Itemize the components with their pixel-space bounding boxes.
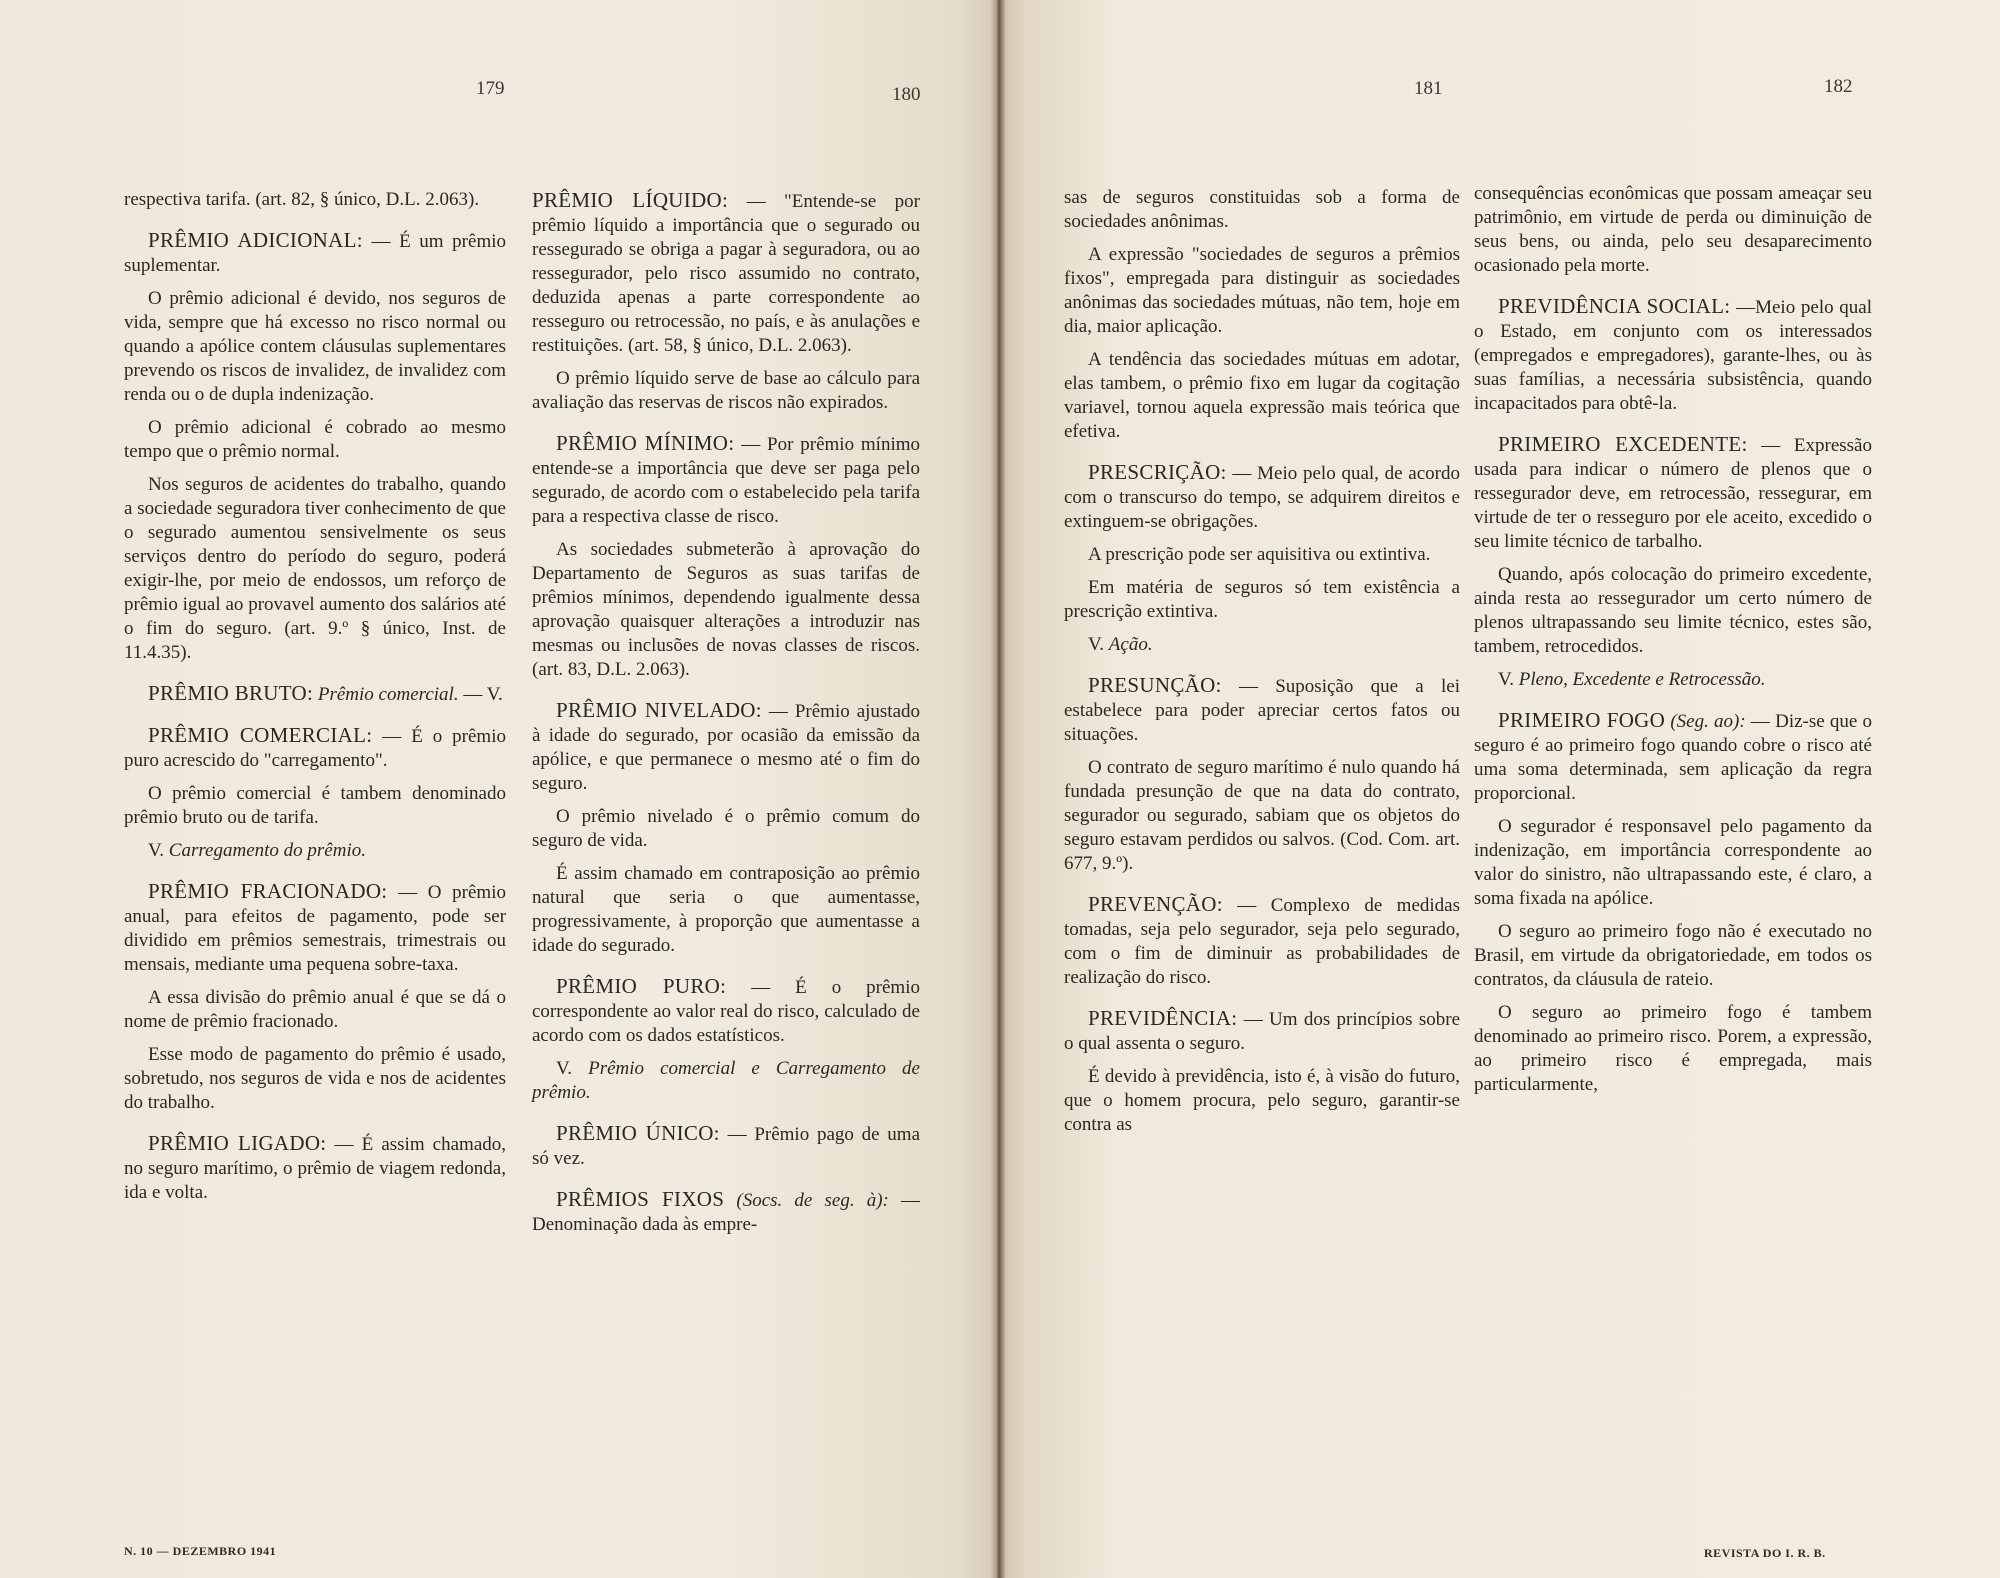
body-paragraph: É assim chamado em contraposição ao prêmio natural que seria o que aumentasse, progressivamente, à proporção que aumentasse a idade do segurado.	[532, 863, 920, 956]
see-label: V.	[1088, 634, 1105, 655]
entry-definition: — Denominação dada às empre-	[532, 1190, 921, 1235]
body-paragraph: O seguro ao primeiro fogo é tambem denominado ao primeiro risco. Porem, a expressão, ao primeiro risco é empregada, mais particularmente,	[1474, 1002, 1872, 1095]
footer-journal: REVISTA DO I. R. B.	[1704, 1546, 1826, 1560]
entry-definition: — Complexo de medidas tomadas, seja pelo segurador, seja pelo segurado, com o fim de diminuir as probabilidades de realização do risco.	[1064, 895, 1461, 988]
entry-definition: — Por prêmio mínimo entende-se a importância que deve ser paga pelo segurado, de acordo com o estabelecido pela tarifa para a respectiva classe de risco.	[532, 434, 921, 527]
entry-term: PREVIDÊNCIA:	[1088, 1006, 1238, 1030]
see-target: Carregamento do prêmio.	[168, 840, 366, 861]
glossary-entry	[1474, 432, 1872, 554]
entry-term: PRÊMIO BRUTO:	[148, 681, 314, 705]
body-paragraph: O prêmio comercial é tambem denominado prêmio bruto ou de tarifa.	[124, 783, 506, 828]
see-target: Ação.	[1108, 634, 1153, 655]
entry-term: PRÊMIO MÍNIMO:	[556, 431, 735, 455]
body-paragraph: A tendência das sociedades mútuas em adotar, elas tambem, o prêmio fixo em lugar da cogitação variavel, tornou aquela expressão mais teórica que efetiva.	[1064, 349, 1460, 442]
text-column-page-180	[532, 188, 920, 1246]
entry-definition: —Meio pelo qual o Estado, em conjunto com os interessados (empregados e empregadores), garante-lhes, ou às suas famílias, a necessária subsistência, quando incapacitados para obtê-la.	[1474, 297, 1872, 414]
entry-definition: — É um prêmio suplementar.	[124, 231, 506, 276]
entry-term-qualifier: (Seg. ao):	[1670, 711, 1746, 732]
body-paragraph: consequências econômicas que possam ameaçar seu patrimônio, em virtude de perda ou diminuição de seus bens, ou ainda, pelo seu desaparecimento ocasionado pela morte.	[1474, 183, 1872, 276]
entry-definition: — V.	[463, 684, 503, 705]
glossary-entry	[1064, 892, 1460, 990]
body-paragraph: Nos seguros de acidentes do trabalho, quando a sociedade seguradora tiver conhecimento de que o segurado aumentou sensivelmente os seus serviços dentro do período do seguro, poderá exigir-lhe, por meio de endossos, um reforço de prêmio igual ao provavel aumento dos salários até o fim do seguro. (art. 9.º § único, Inst. de 11.4.35).	[124, 474, 506, 663]
page-number-179: 179	[476, 78, 505, 99]
entry-term: PRÊMIO PURO:	[556, 974, 727, 998]
glossary-entry	[1064, 460, 1460, 534]
cross-reference	[1474, 668, 1872, 692]
book-gutter	[990, 0, 1006, 1578]
see-target: Prêmio comercial e Carregamento de prêmio.	[532, 1058, 920, 1103]
text-column-page-181	[1064, 186, 1460, 1146]
entry-term: PRESUNÇÃO:	[1088, 673, 1222, 697]
entry-term: PRÊMIO COMERCIAL:	[148, 723, 373, 747]
entry-term: PREVENÇÃO:	[1088, 892, 1223, 916]
entry-term: PRÊMIO ÚNICO:	[556, 1121, 720, 1145]
entry-definition: — O prêmio anual, para efeitos de pagamento, pode ser dividido em prêmios semestrais, trimestrais ou mensais, mediante uma pequena sobre-taxa.	[124, 882, 506, 975]
see-target: Pleno, Excedente e Retrocessão.	[1518, 669, 1766, 690]
page-number-182: 182	[1824, 76, 1853, 97]
entry-term: PREVIDÊNCIA SOCIAL:	[1498, 294, 1731, 318]
cross-reference	[1064, 633, 1460, 657]
entry-term: PRÊMIOS FIXOS	[556, 1187, 725, 1211]
body-paragraph: Esse modo de pagamento do prêmio é usado, sobretudo, nos seguros de vida e nos de acidentes do trabalho.	[124, 1044, 506, 1113]
see-label: V.	[556, 1058, 573, 1079]
entry-term: PRÊMIO FRACIONADO:	[148, 879, 388, 903]
body-paragraph: respectiva tarifa. (art. 82, § único, D.L. 2.063).	[124, 189, 480, 210]
entry-term: PRESCRIÇÃO:	[1088, 460, 1227, 484]
glossary-entry	[124, 228, 506, 278]
entry-definition: — Diz-se que o seguro é ao primeiro fogo quando cobre o risco até uma soma determinada, sem aplicação da regra proporcional.	[1474, 711, 1873, 804]
entry-definition: — Expressão usada para indicar o número de plenos que o ressegurador deve, em retrocessão, ressegurar, em virtude de ter o resseguro por ele aceito, excedido o seu limite técnico de tarbalho.	[1474, 435, 1872, 552]
body-paragraph: O seguro ao primeiro fogo não é executado no Brasil, em virtude da obrigatoriedade, em todos os contratos, da cláusula de rateio.	[1474, 921, 1872, 990]
glossary-entry	[532, 188, 920, 358]
entry-definition: — Suposição que a lei estabelece para poder apreciar certos fatos ou situações.	[1064, 676, 1460, 745]
glossary-entry	[124, 879, 506, 977]
body-paragraph: O prêmio adicional é cobrado ao mesmo tempo que o prêmio normal.	[124, 417, 506, 462]
body-paragraph: O contrato de seguro marítimo é nulo quando há fundada presunção de que na data do contrato, segurador ou segurado, sabiam que os objetos do seguro estavam perdidos ou salvos. (Cod. Com. art. 677, 9.º).	[1064, 757, 1460, 874]
see-label: V.	[148, 840, 165, 861]
body-paragraph: Em matéria de seguros só tem existência a prescrição extintiva.	[1064, 577, 1460, 622]
glossary-entry	[532, 431, 920, 529]
entry-definition: — "Entende-se por prêmio líquido a importância que o segurado ou ressegurado se obriga a pagar à seguradora, ou ao ressegurador, pelo risco assumido no contrato, deduzida apenas a parte correspondente ao resseguro ou retrocessão, no país, e às anulações e restituições. (art. 58, § único, D.L. 2.063).	[532, 191, 921, 356]
text-column-page-179	[124, 188, 506, 1214]
glossary-entry	[532, 698, 920, 796]
page-number-181: 181	[1414, 78, 1443, 99]
page-number-180: 180	[892, 84, 921, 105]
body-paragraph: É devido à previdência, isto é, à visão do futuro, que o homem procura, pelo seguro, garantir-se contra as	[1064, 1066, 1460, 1135]
entry-term-qualifier: Prêmio comercial.	[317, 684, 459, 705]
glossary-entry	[1064, 673, 1460, 747]
entry-definition: — É o prêmio puro acrescido do "carregamento".	[124, 726, 506, 771]
cross-reference	[124, 839, 506, 863]
entry-definition: — Meio pelo qual, de acordo com o transcurso do tempo, se adquirem direitos e extinguem-se obrigações.	[1064, 463, 1460, 532]
body-paragraph: A prescrição pode ser aquisitiva ou extintiva.	[1088, 544, 1431, 565]
glossary-entry	[124, 681, 506, 707]
glossary-entry	[124, 1131, 506, 1205]
glossary-entry	[532, 1187, 920, 1237]
body-paragraph: O prêmio adicional é devido, nos seguros de vida, sempre que há excesso no risco normal ou quando a apólice contem cláusulas suplementares prevendo os riscos de invalidez, de invalidez com renda ou o de dupla indenização.	[124, 288, 506, 405]
body-paragraph: A essa divisão do prêmio anual é que se dá o nome de prêmio fracionado.	[124, 987, 506, 1032]
entry-definition: — É assim chamado, no seguro marítimo, o prêmio de viagem redonda, ida e volta.	[124, 1134, 507, 1203]
body-paragraph: O prêmio líquido serve de base ao cálculo para avaliação das reservas de riscos não expirados.	[532, 368, 920, 413]
glossary-entry	[1474, 294, 1872, 416]
entry-term: PRIMEIRO EXCEDENTE:	[1498, 432, 1748, 456]
cross-reference	[532, 1057, 920, 1105]
body-paragraph: A expressão "sociedades de seguros a prêmios fixos", empregada para distinguir as sociedades anônimas das sociedades mútuas, não tem, hoje em dia, maior aplicação.	[1064, 244, 1460, 337]
text-column-page-182	[1474, 182, 1872, 1106]
entry-term: PRÊMIO NIVELADO:	[556, 698, 762, 722]
glossary-entry	[124, 723, 506, 773]
body-paragraph: Quando, após colocação do primeiro excedente, ainda resta ao ressegurador um certo número de plenos ultrapassando seu limite técnico, estes são, tambem, retrocedidos.	[1474, 564, 1872, 657]
body-paragraph: O segurador é responsavel pelo pagamento da indenização, em importância correspondente ao valor do sinistro, não ultrapassando este, é claro, a soma fixada na apólice.	[1474, 816, 1872, 909]
glossary-entry	[532, 1121, 920, 1171]
entry-term-qualifier: (Socs. de seg. à):	[736, 1190, 889, 1211]
footer-issue: N. 10 — DEZEMBRO 1941	[124, 1544, 277, 1558]
entry-definition: — Prêmio ajustado à idade do segurado, por ocasião da emissão da apólice, e que permanece o mesmo até o fim do seguro.	[532, 701, 921, 794]
entry-term: PRÊMIO ADICIONAL:	[148, 228, 363, 252]
body-paragraph: As sociedades submeterão à aprovação do Departamento de Seguros as suas tarifas de prêmios mínimos, dependendo igualmente dessa aprovação quaisquer alterações a introduzir nas mesmas ou inclusões de novas classes de riscos. (art. 83, D.L. 2.063).	[532, 539, 920, 680]
entry-term: PRIMEIRO FOGO	[1498, 708, 1666, 732]
see-label: V.	[1498, 669, 1515, 690]
entry-definition: — É o prêmio correspondente ao valor real do risco, calculado de acordo com os dados estatísticos.	[532, 977, 920, 1046]
glossary-entry	[1474, 708, 1872, 806]
entry-definition: — Prêmio pago de uma só vez.	[532, 1124, 921, 1169]
entry-term: PRÊMIO LÍQUIDO:	[532, 188, 729, 212]
entry-definition: — Um dos princípios sobre o qual assenta o seguro.	[1064, 1009, 1461, 1054]
glossary-entry	[1064, 1006, 1460, 1056]
body-paragraph: O prêmio nivelado é o prêmio comum do seguro de vida.	[532, 806, 920, 851]
entry-term: PRÊMIO LIGADO:	[148, 1131, 327, 1155]
glossary-entry	[532, 974, 920, 1048]
body-paragraph: sas de seguros constituidas sob a forma de sociedades anônimas.	[1064, 187, 1460, 232]
